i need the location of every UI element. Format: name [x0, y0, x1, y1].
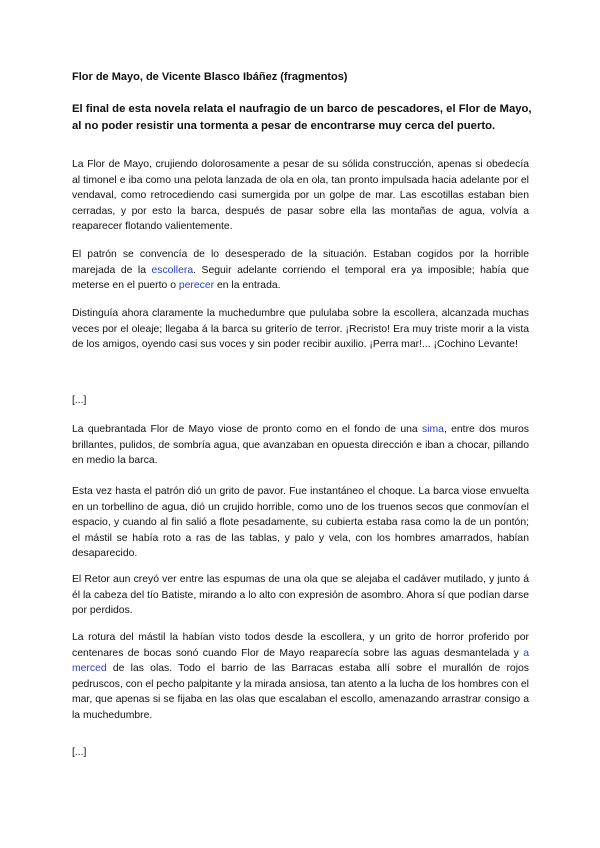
paragraph-4-text-a: La quebrantada Flor de Mayo viose de pronto como en el fondo de una [72, 424, 422, 435]
paragraph-2-text-c: en la entrada. [214, 280, 281, 292]
document-subtitle: El final de esta novela relata el naufragio de un barco de pescadores, el Flor de Mayo, al no poder resistir una tormenta a pesar de encontrarse muy cerca del puerto. [72, 103, 532, 132]
link-a-merced[interactable]: a merced [72, 647, 529, 675]
link-perecer[interactable]: perecer [178, 280, 215, 292]
paragraph-1: La Flor de Mayo, crujiendo dolorosamente a pesar de su sólida construcción, apenas si obedecía al timonel e iba como una pelota lanzada de ola en ola, tan pronto impulsada hacia adelante por el vendaval, como retrocediendo casi sumergida por un golpe de mar. Las escotillas estaban bien cerradas, y por esto la barca, después de pasar sobre ella las montañas de agua, volvía a reaparecer flotando valientemente. [72, 159, 529, 233]
paragraph-4 [72, 422, 529, 469]
paragraph-7-text-a: La rotura del mástil la habían visto todos desde la escollera, y un grito de horror proferido por centenares de bocas sonó cuando Flor de Mayo reaparecía sobre las aguas desmantelada y [72, 632, 529, 659]
link-sima[interactable]: sima [422, 424, 444, 435]
link-escollera[interactable]: escollera [151, 264, 194, 276]
paragraph-3: Distinguía ahora claramente la muchedumbre que pululaba sobre la escollera, alcanzada muchas veces por el oleaje; llegaba á la barca su griterío de terror. ¡Recristo! Era muy triste morir a la vista de los amigos, oyendo casi sus voces y sin poder recibir auxilio. ¡Perra mar!... ¡Cochino Levante! [72, 308, 529, 351]
paragraph-5: Esta vez hasta el patrón dió un grito de pavor. Fue instantáneo el choque. La barca viose envuelta en un torbellino de agua, dió un crujido horrible, como uno de los truenos secos que conmovían el espacio, y cuando al fin salió a flote pesadamente, su cubierta estaba rasa como la de un pontón; el mástil se había roto a ras de las tablas, y palo y vela, con los hombres amarrados, habían desaparecido. [72, 486, 529, 560]
ellipsis-1: [...] [72, 395, 87, 406]
document-title: Flor de Mayo, de Vicente Blasco Ibáñez (fragmentos) [72, 71, 348, 83]
paragraph-2-text-a: El patrón se convencía de lo desesperado de la situación. Estaban cogidos por la horrible marejada de la [72, 249, 529, 276]
paragraph-6: El Retor aun creyó ver entre las espumas de una ola que se alejaba el cadáver mutilado, y junto á él la cabeza del tío Batiste, mirando a lo alto con expresión de asombro. Ahora sí que podían darse por perdidos. [72, 574, 529, 617]
paragraph-4-text-b: , entre dos muros brillantes, pulidos, de sombría agua, que avanzaban en opuesta dirección e iban a chocar, pillando en medio la barca. [72, 424, 529, 467]
paragraph-2-text-b: . Seguir adelante corriendo el temporal era ya imposible; había que meterse en el puerto o [72, 264, 529, 292]
paragraph-7-text-b: de las olas. Todo el barrio de las Barracas estaba allí sobre el murallón de rojos pedruscos, con el pecho palpitante y la mirada ansiosa, tan atento a la lucha de los hombres con el mar, que apenas si se fijaba en las olas que escalaban el escollo, amenazando arrastrar consigo a la muchedumbre. [72, 663, 529, 721]
paragraph-2 [72, 247, 529, 294]
ellipsis-2: [...] [72, 747, 87, 758]
paragraph-7 [72, 630, 529, 724]
